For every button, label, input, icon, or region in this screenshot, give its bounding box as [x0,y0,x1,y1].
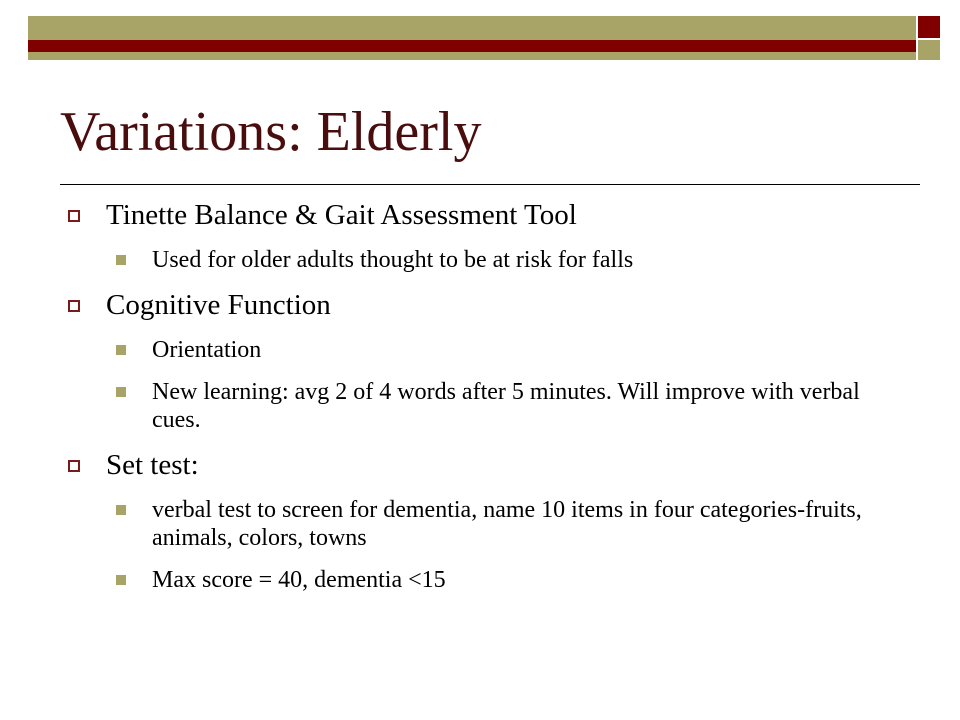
bullet-cognitive-function [68,288,908,322]
sub-bullet-new-learning [68,378,908,434]
sub-bullet-max-score [68,566,908,594]
sub-list-tinette [68,246,908,274]
sub-bullet-orientation [68,336,908,364]
filled-square-icon [116,387,126,397]
slide-body [68,198,908,608]
corner-olive-square [918,40,940,60]
band-olive-bottom-stripe [28,52,916,60]
hollow-square-icon [68,460,80,472]
sub-bullet-text: Used for older adults thought to be at risk for falls [152,247,634,273]
top-decorative-band [28,16,916,60]
sub-list-cognitive [68,336,908,434]
bullet-set-test [68,448,908,482]
band-maroon-stripe [28,40,916,52]
bullet-text: Set test: [106,449,199,481]
filled-square-icon [116,505,126,515]
sub-bullet-fall-risk [68,246,908,274]
slide-title: Variations: Elderly [60,101,482,163]
sub-bullet-verbal-test [68,496,908,552]
sub-bullet-text: Orientation [152,337,262,363]
band-olive-top-stripe [28,16,916,40]
bullet-tinette-tool [68,198,908,232]
sub-bullet-text: New learning: avg 2 of 4 words after 5 minutes. Will improve with verbal cues. [152,379,860,433]
filled-square-icon [116,575,126,585]
filled-square-icon [116,255,126,265]
bullet-text: Tinette Balance & Gait Assessment Tool [106,199,577,231]
sub-bullet-text: verbal test to screen for dementia, name 10 items in four categories-fruits, animals, colors, towns [152,497,862,551]
title-divider [60,184,920,185]
corner-maroon-square [918,16,940,38]
bullet-text: Cognitive Function [106,289,331,321]
sub-bullet-text: Max score = 40, dementia <15 [152,567,446,593]
sub-list-set-test [68,496,908,594]
hollow-square-icon [68,210,80,222]
filled-square-icon [116,345,126,355]
hollow-square-icon [68,300,80,312]
